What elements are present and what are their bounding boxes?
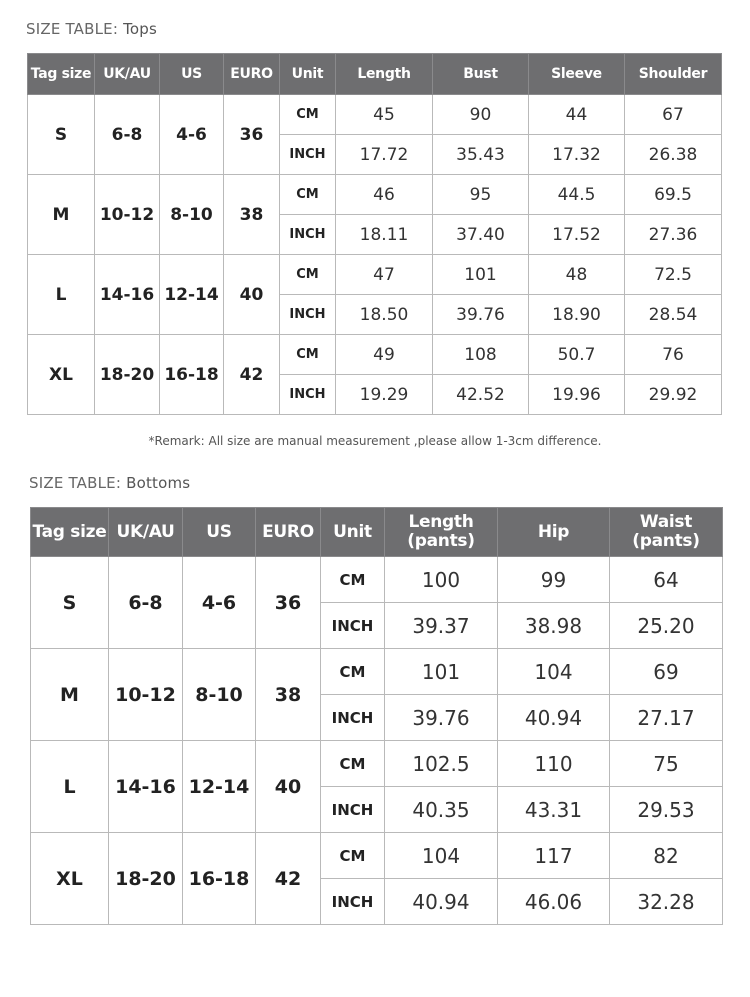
tops-header-tag-size: Tag size: [28, 54, 95, 95]
bottoms-header-unit: [321, 508, 385, 557]
measure-cell: 102.5: [385, 741, 498, 787]
tops-header-sleeve: Sleeve: [529, 54, 625, 95]
ukau-cell: 6-8: [109, 557, 183, 649]
tops-header-euro: EURO: [224, 54, 280, 95]
bottoms-header-ukau-text: UK/AU: [116, 521, 175, 542]
measure-cell: 27.17: [610, 695, 723, 741]
tag-size-cell: L: [28, 255, 95, 335]
measure-cell: 29.53: [610, 787, 723, 833]
measure-cell: 27.36: [625, 215, 722, 255]
measure-cell: 47: [336, 255, 433, 295]
measure-cell: 17.32: [529, 135, 625, 175]
table-row: [28, 175, 722, 215]
measure-cell: 101: [385, 649, 498, 695]
bottoms-header-hip-text: Hip: [537, 521, 570, 542]
measure-cell: 42.52: [433, 375, 529, 415]
tag-size-cell: S: [28, 95, 95, 175]
us-cell: 8-10: [183, 649, 256, 741]
us-cell: 16-18: [160, 335, 224, 415]
measure-cell: 46: [336, 175, 433, 215]
measure-cell: 117: [498, 833, 610, 879]
bottoms-title: [29, 474, 190, 492]
measure-cell: 17.72: [336, 135, 433, 175]
measure-cell: 43.31: [498, 787, 610, 833]
measure-cell: 40.94: [385, 879, 498, 925]
measure-cell: 72.5: [625, 255, 722, 295]
tops-header-shoulder: Shoulder: [625, 54, 722, 95]
euro-cell: 42: [224, 335, 280, 415]
bottoms-table-body: [31, 557, 723, 925]
bottoms-header-length: [385, 508, 498, 557]
table-row: [28, 255, 722, 295]
table-row: [31, 649, 723, 695]
us-cell: 12-14: [183, 741, 256, 833]
bottoms-header-hip: [498, 508, 610, 557]
tag-size-cell: L: [31, 741, 109, 833]
measure-cell: 39.76: [433, 295, 529, 335]
bottoms-header-waist-line1: Waist: [639, 512, 693, 532]
bottoms-header-tag-size-text: Tag size: [32, 521, 107, 542]
unit-cell-inch: INCH: [321, 603, 385, 649]
bottoms-header-waist: [610, 508, 723, 557]
us-cell: 4-6: [183, 557, 256, 649]
measure-cell: 39.76: [385, 695, 498, 741]
unit-cell-cm: CM: [280, 175, 336, 215]
measure-cell: 69: [610, 649, 723, 695]
unit-cell-cm: CM: [321, 833, 385, 879]
bottoms-header-length-line1: Length: [408, 512, 474, 532]
measure-cell: 108: [433, 335, 529, 375]
measure-cell: 44: [529, 95, 625, 135]
us-cell: 8-10: [160, 175, 224, 255]
unit-cell-inch: INCH: [280, 215, 336, 255]
ukau-cell: 14-16: [95, 255, 160, 335]
us-cell: 4-6: [160, 95, 224, 175]
tag-size-cell: XL: [31, 833, 109, 925]
measure-cell: 19.29: [336, 375, 433, 415]
bottoms-size-table: [30, 507, 723, 925]
tops-size-table: [27, 53, 722, 415]
euro-cell: 40: [224, 255, 280, 335]
euro-cell: 38: [224, 175, 280, 255]
unit-cell-inch: INCH: [321, 695, 385, 741]
table-row: [28, 95, 722, 135]
bottoms-title-prefix: SIZE TABLE:: [29, 474, 122, 492]
bottoms-header-row: [31, 508, 723, 557]
ukau-cell: 14-16: [109, 741, 183, 833]
unit-cell-inch: INCH: [321, 879, 385, 925]
tops-title: [26, 20, 157, 38]
measure-cell: 29.92: [625, 375, 722, 415]
table-row: [31, 741, 723, 787]
measure-cell: 50.7: [529, 335, 625, 375]
tag-size-cell: XL: [28, 335, 95, 415]
measure-cell: 18.50: [336, 295, 433, 335]
unit-cell-cm: CM: [280, 335, 336, 375]
tag-size-cell: M: [31, 649, 109, 741]
measure-cell: 37.40: [433, 215, 529, 255]
euro-cell: 42: [256, 833, 321, 925]
ukau-cell: 18-20: [95, 335, 160, 415]
remark-note: *Remark: All size are manual measurement ,please allow 1-3cm difference.: [148, 434, 602, 448]
measure-cell: 64: [610, 557, 723, 603]
measure-cell: 26.38: [625, 135, 722, 175]
measure-cell: 46.06: [498, 879, 610, 925]
bottoms-header-us-text: US: [206, 521, 232, 542]
euro-cell: 38: [256, 649, 321, 741]
measure-cell: 18.11: [336, 215, 433, 255]
measure-cell: 76: [625, 335, 722, 375]
measure-cell: 104: [498, 649, 610, 695]
bottoms-header-euro: [256, 508, 321, 557]
unit-cell-inch: INCH: [280, 295, 336, 335]
measure-cell: 17.52: [529, 215, 625, 255]
measure-cell: 99: [498, 557, 610, 603]
tops-header-bust: Bust: [433, 54, 529, 95]
measure-cell: 44.5: [529, 175, 625, 215]
measure-cell: 90: [433, 95, 529, 135]
unit-cell-cm: CM: [321, 741, 385, 787]
table-row: [31, 833, 723, 879]
unit-cell-inch: INCH: [280, 375, 336, 415]
ukau-cell: 10-12: [95, 175, 160, 255]
measure-cell: 48: [529, 255, 625, 295]
measure-cell: 95: [433, 175, 529, 215]
tag-size-cell: S: [31, 557, 109, 649]
bottoms-header-ukau: [109, 508, 183, 557]
unit-cell-cm: CM: [280, 255, 336, 295]
measure-cell: 101: [433, 255, 529, 295]
bottoms-header-waist-line2: (pants): [632, 531, 700, 551]
unit-cell-inch: INCH: [321, 787, 385, 833]
tag-size-cell: M: [28, 175, 95, 255]
measure-cell: 35.43: [433, 135, 529, 175]
measure-cell: 38.98: [498, 603, 610, 649]
bottoms-header-euro-text: EURO: [262, 521, 314, 542]
measure-cell: 18.90: [529, 295, 625, 335]
tops-table-body: [28, 95, 722, 415]
bottoms-header-tag-size: [31, 508, 109, 557]
ukau-cell: 10-12: [109, 649, 183, 741]
euro-cell: 36: [256, 557, 321, 649]
measure-cell: 100: [385, 557, 498, 603]
measure-cell: 40.94: [498, 695, 610, 741]
unit-cell-cm: CM: [321, 649, 385, 695]
tops-header-unit: Unit: [280, 54, 336, 95]
tops-title-prefix: SIZE TABLE:: [26, 20, 119, 38]
tops-title-suffix: Tops: [123, 20, 158, 38]
bottoms-header-unit-text: Unit: [333, 521, 372, 542]
measure-cell: 82: [610, 833, 723, 879]
measure-cell: 19.96: [529, 375, 625, 415]
us-cell: 12-14: [160, 255, 224, 335]
table-row: [31, 557, 723, 603]
measure-cell: 49: [336, 335, 433, 375]
tops-header-us: US: [160, 54, 224, 95]
bottoms-title-suffix: Bottoms: [126, 474, 191, 492]
measure-cell: 39.37: [385, 603, 498, 649]
euro-cell: 40: [256, 741, 321, 833]
measure-cell: 40.35: [385, 787, 498, 833]
measure-cell: 25.20: [610, 603, 723, 649]
ukau-cell: 18-20: [109, 833, 183, 925]
tops-header-length: Length: [336, 54, 433, 95]
measure-cell: 69.5: [625, 175, 722, 215]
measure-cell: 32.28: [610, 879, 723, 925]
unit-cell-inch: INCH: [280, 135, 336, 175]
measure-cell: 110: [498, 741, 610, 787]
bottoms-header-length-line2: (pants): [407, 531, 475, 551]
table-row: [28, 335, 722, 375]
unit-cell-cm: CM: [321, 557, 385, 603]
measure-cell: 28.54: [625, 295, 722, 335]
measure-cell: 67: [625, 95, 722, 135]
measure-cell: 75: [610, 741, 723, 787]
measure-cell: 45: [336, 95, 433, 135]
us-cell: 16-18: [183, 833, 256, 925]
euro-cell: 36: [224, 95, 280, 175]
tops-header-ukau: UK/AU: [95, 54, 160, 95]
bottoms-header-us: [183, 508, 256, 557]
tops-header-row: [28, 54, 722, 95]
ukau-cell: 6-8: [95, 95, 160, 175]
unit-cell-cm: CM: [280, 95, 336, 135]
measure-cell: 104: [385, 833, 498, 879]
